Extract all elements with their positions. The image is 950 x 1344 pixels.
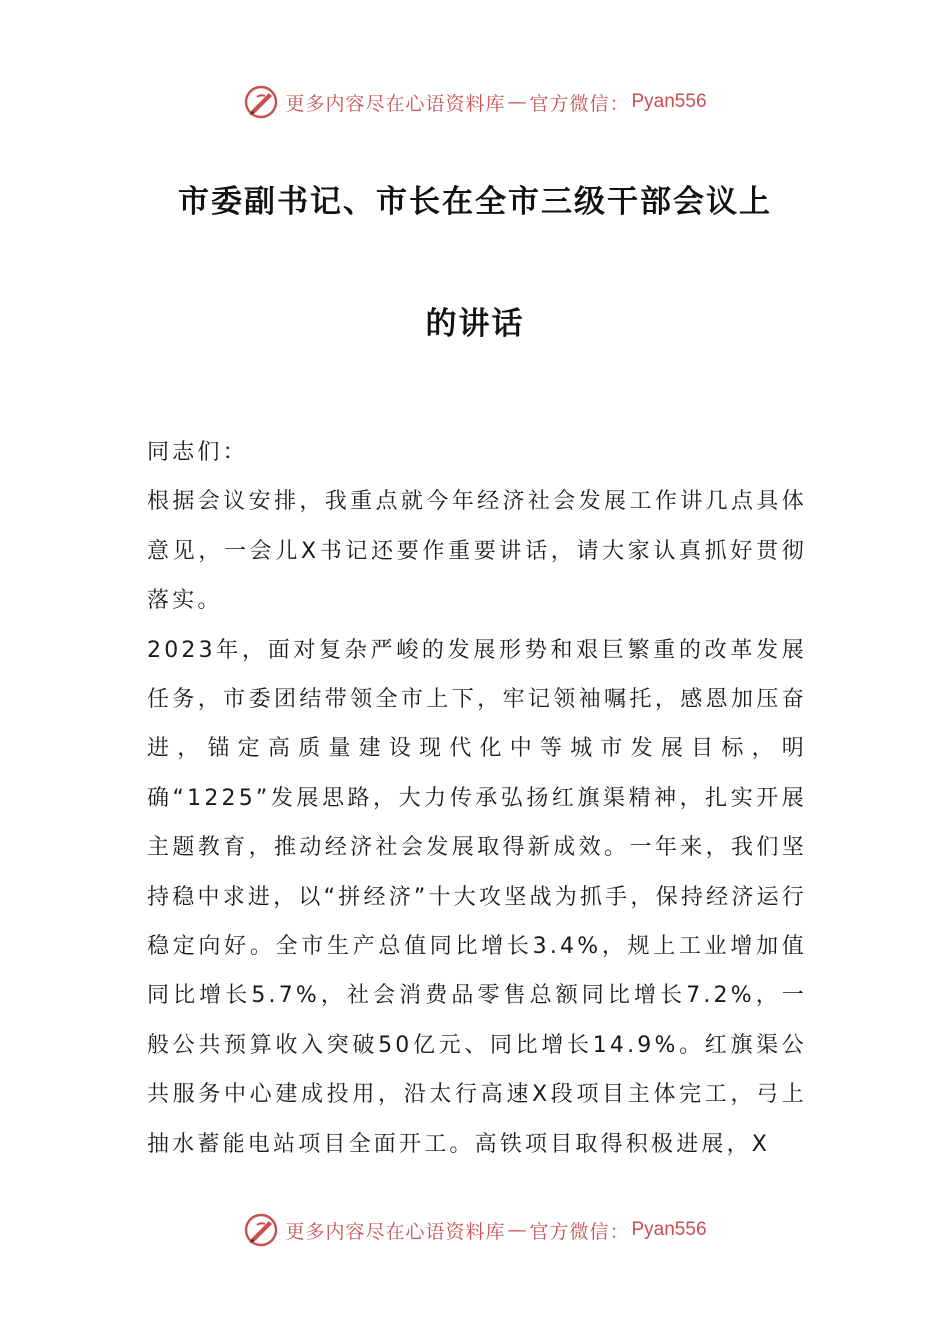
footer-watermark [0,1208,950,1252]
watermark-dash: — [507,1219,528,1241]
watermark-wechat-label: 官方微信： [529,92,630,115]
brand-logo-icon [243,84,279,120]
paragraph-2: 2023年，面对复杂严峻的发展形势和艰巨繁重的改革发展任务，市委团结带领全市上下，牢记领袖嘱托，感恩加压奋进，锚定高质量建设现代化中等城市发展目标，明确“1225”发展思路，大力传承弘扬红旗渠精神，扎实开展主题教育，推动经济社会发展取得新成效。一年来，我们坚持稳中求进，以“拼经济”十大攻坚战为抓手，保持经济运行稳定向好。全市生产总值同比增长3.4%，规上工业增加值同比增长5.7%，社会消费品零售总额同比增长7.2%，一般公共预算收入突破50亿元、同比增长14.9%。红旗渠公共服务中心建成投用，沿太行高速X段项目主体完工，弓上抽水蓄能电站项目全面开工。高铁项目取得积极进展，X [147,637,807,1157]
watermark-brand: 更多内容尽在心语资料库 [285,92,506,115]
watermark-wechat-id: Pyan556 [631,1219,707,1240]
paragraph-1: 根据会议安排，我重点就今年经济社会发展工作讲几点具体意见，一会儿X书记还要作重要讲话，请大家认真抓好贯彻落实。 [147,489,807,614]
document-title-line-1: 市委副书记、市长在全市三级干部会议上 [178,184,772,220]
document-body [147,428,807,1169]
watermark-dash: — [507,91,528,113]
salutation: 同志们： [147,440,248,465]
header-watermark [0,80,950,124]
document-title-line-2: 的讲话 [425,306,525,342]
watermark-brand: 更多内容尽在心语资料库 [285,1220,506,1243]
watermark-wechat-label: 官方微信： [529,1220,630,1243]
watermark-wechat-id: Pyan556 [631,91,707,112]
brand-logo-icon [243,1212,279,1248]
